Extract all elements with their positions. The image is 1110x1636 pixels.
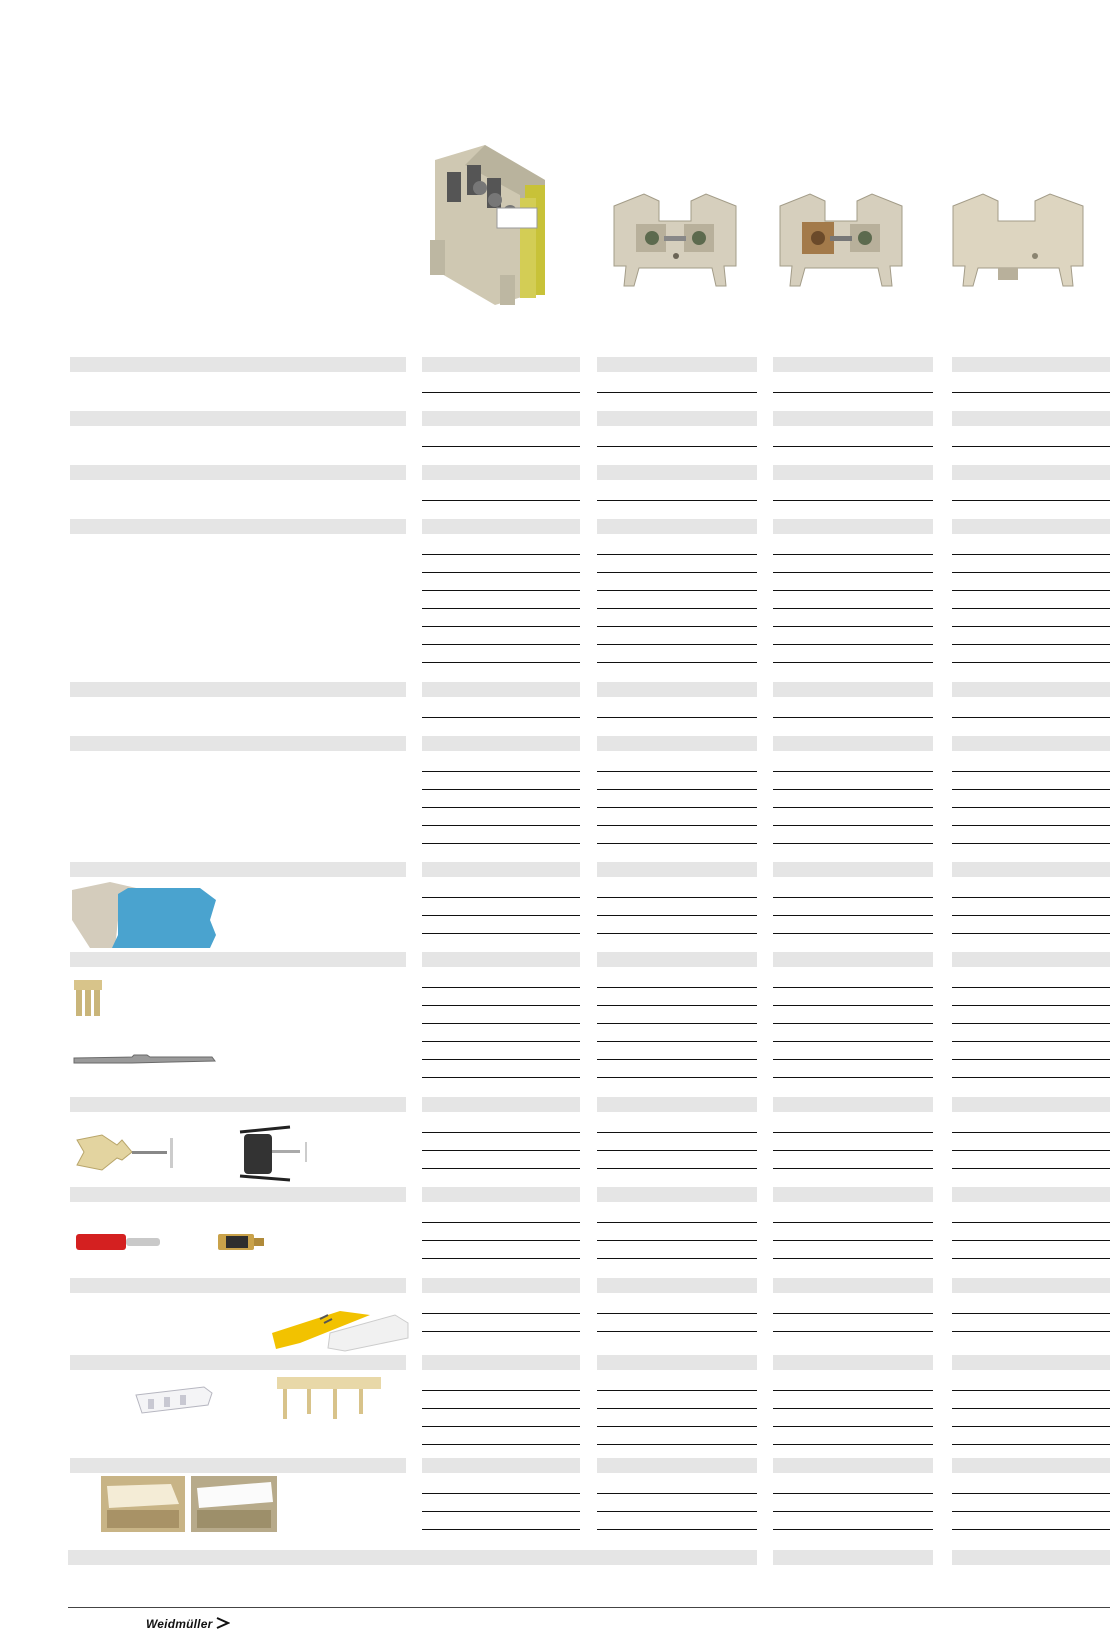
section-3-terminal-feed-through-b-band [773, 465, 933, 480]
section-6-terminal-multi-tier-pe-band [422, 736, 580, 751]
section-test-plugs-terminal-feed-through-a-band [597, 1187, 757, 1202]
section-4-terminal-feed-through-b-band [773, 519, 933, 534]
table-row-rule [422, 1493, 580, 1494]
table-row-rule [952, 1222, 1110, 1223]
table-row-rule [952, 1132, 1110, 1133]
table-row-rule [597, 843, 757, 844]
table-row-rule [422, 1511, 580, 1512]
table-row-rule [597, 554, 757, 555]
table-row-rule [422, 771, 580, 772]
table-row-rule [597, 1493, 757, 1494]
section-2-terminal-feed-through-a-band [597, 411, 757, 426]
table-row-rule [422, 572, 580, 573]
table-row-rule [597, 1132, 757, 1133]
table-row-rule [597, 1059, 757, 1060]
table-row-rule [597, 825, 757, 826]
table-row-rule [952, 662, 1110, 663]
table-row-rule [773, 608, 933, 609]
table-row-rule [952, 608, 1110, 609]
table-row-rule [952, 446, 1110, 447]
table-row-rule [952, 1408, 1110, 1409]
section-5-terminal-feed-through-a-band [597, 682, 757, 697]
table-row-rule [597, 1041, 757, 1042]
table-row-rule [773, 1240, 933, 1241]
table-row-rule [422, 1077, 580, 1078]
table-row-rule [773, 1005, 933, 1006]
section-cross-connections-label-band [70, 952, 406, 967]
table-row-rule [952, 717, 1110, 718]
section-markers-terminal-feed-through-a-band [597, 1458, 757, 1473]
section-test-plugs-terminal-feed-through-b-band [773, 1187, 933, 1202]
table-row-rule [597, 1240, 757, 1241]
table-row-rule [773, 1077, 933, 1078]
table-row-rule [952, 500, 1110, 501]
section-marker-carriers-label-band [70, 1278, 406, 1293]
table-row-rule [952, 1059, 1110, 1060]
table-row-rule [952, 1077, 1110, 1078]
section-partitions-terminal-disconnect-band [952, 1355, 1110, 1370]
table-row-rule [422, 662, 580, 663]
table-row-rule [773, 1258, 933, 1259]
table-row-rule [773, 1132, 933, 1133]
table-row-rule [952, 987, 1110, 988]
table-row-rule [422, 392, 580, 393]
table-row-rule [422, 915, 580, 916]
section-6-label-band [70, 736, 406, 751]
table-row-rule [597, 771, 757, 772]
section-4-terminal-disconnect-band [952, 519, 1110, 534]
table-row-rule [597, 1150, 757, 1151]
table-row-rule [773, 1444, 933, 1445]
section-marker-carriers-terminal-multi-tier-pe-band [422, 1278, 580, 1293]
cross-connection-image [72, 978, 112, 1018]
table-row-rule [422, 1408, 580, 1409]
table-row-rule [952, 825, 1110, 826]
table-row-rule [952, 1426, 1110, 1427]
marker-carrier-image [270, 1303, 410, 1353]
section-partitions-terminal-feed-through-a-band [597, 1355, 757, 1370]
brand-logo-text: Weidmüller [146, 1617, 213, 1631]
section-5-terminal-multi-tier-pe-band [422, 682, 580, 697]
table-row-rule [597, 662, 757, 663]
section-5-terminal-disconnect-band [952, 682, 1110, 697]
table-row-rule [952, 1511, 1110, 1512]
table-row-rule [422, 1390, 580, 1391]
table-row-rule [422, 1313, 580, 1314]
table-row-rule [422, 1258, 580, 1259]
table-row-rule [952, 644, 1110, 645]
table-row-rule [773, 1493, 933, 1494]
table-row-rule [597, 626, 757, 627]
table-row-rule [597, 1390, 757, 1391]
table-row-rule [597, 915, 757, 916]
section-1-terminal-multi-tier-pe-band [422, 357, 580, 372]
table-row-rule [422, 717, 580, 718]
table-row-rule [773, 1426, 933, 1427]
section-1-terminal-feed-through-a-band [597, 357, 757, 372]
table-row-rule [773, 897, 933, 898]
table-row-rule [952, 1150, 1110, 1151]
table-row-rule [597, 1426, 757, 1427]
table-row-rule [597, 392, 757, 393]
table-row-rule [952, 1240, 1110, 1241]
section-test-adapters-terminal-multi-tier-pe-band [422, 1097, 580, 1112]
table-row-rule [952, 1258, 1110, 1259]
footer-band-1 [773, 1550, 933, 1565]
section-markers-terminal-disconnect-band [952, 1458, 1110, 1473]
section-4-terminal-multi-tier-pe-band [422, 519, 580, 534]
table-row-rule [422, 644, 580, 645]
section-3-label-band [70, 465, 406, 480]
table-row-rule [422, 554, 580, 555]
table-row-rule [773, 1168, 933, 1169]
table-row-rule [597, 717, 757, 718]
section-partitions-terminal-feed-through-b-band [773, 1355, 933, 1370]
section-markers-terminal-multi-tier-pe-band [422, 1458, 580, 1473]
table-row-rule [773, 717, 933, 718]
table-row-rule [422, 825, 580, 826]
table-row-rule [597, 933, 757, 934]
table-row-rule [952, 897, 1110, 898]
table-row-rule [773, 807, 933, 808]
section-1-terminal-disconnect-band [952, 357, 1110, 372]
section-cross-connections-terminal-feed-through-a-band [597, 952, 757, 967]
table-row-rule [773, 1529, 933, 1530]
section-cross-connections-terminal-multi-tier-pe-band [422, 952, 580, 967]
table-row-rule [597, 897, 757, 898]
section-cross-connections-terminal-feed-through-b-band [773, 952, 933, 967]
table-row-rule [597, 608, 757, 609]
table-row-rule [597, 1258, 757, 1259]
section-6-terminal-disconnect-band [952, 736, 1110, 751]
table-row-rule [597, 1005, 757, 1006]
section-marker-carriers-terminal-disconnect-band [952, 1278, 1110, 1293]
table-row-rule [773, 1408, 933, 1409]
table-row-rule [597, 1168, 757, 1169]
partition-image-a [134, 1385, 214, 1415]
table-row-rule [773, 843, 933, 844]
table-row-rule [773, 500, 933, 501]
table-row-rule [773, 771, 933, 772]
table-row-rule [952, 789, 1110, 790]
table-row-rule [773, 554, 933, 555]
cross-connector-bar-image [72, 1053, 217, 1067]
table-row-rule [773, 987, 933, 988]
table-row-rule [952, 1005, 1110, 1006]
table-row-rule [952, 915, 1110, 916]
table-row-rule [422, 1529, 580, 1530]
table-row-rule [952, 843, 1110, 844]
section-test-adapters-terminal-feed-through-a-band [597, 1097, 757, 1112]
section-marker-carriers-terminal-feed-through-a-band [597, 1278, 757, 1293]
product-image-terminal-pe [425, 140, 570, 310]
table-row-rule [773, 1390, 933, 1391]
table-row-rule [952, 392, 1110, 393]
table-row-rule [422, 1240, 580, 1241]
section-end-plate-terminal-feed-through-b-band [773, 862, 933, 877]
table-row-rule [773, 1041, 933, 1042]
table-row-rule [422, 446, 580, 447]
table-row-rule [597, 572, 757, 573]
table-row-rule [422, 590, 580, 591]
table-row-rule [952, 807, 1110, 808]
section-markers-label-band [70, 1458, 406, 1473]
table-row-rule [773, 572, 933, 573]
table-row-rule [773, 825, 933, 826]
section-test-plugs-terminal-multi-tier-pe-band [422, 1187, 580, 1202]
table-row-rule [597, 1529, 757, 1530]
table-row-rule [422, 1444, 580, 1445]
table-row-rule [422, 1041, 580, 1042]
table-row-rule [952, 1313, 1110, 1314]
section-end-plate-label-band [70, 862, 406, 877]
marker-strip-image-a [101, 1476, 185, 1532]
table-row-rule [597, 1222, 757, 1223]
partition-image-b [275, 1373, 385, 1423]
footer-rule [68, 1607, 1110, 1608]
footer-band-0 [68, 1550, 757, 1565]
table-row-rule [773, 1511, 933, 1512]
table-row-rule [422, 843, 580, 844]
table-row-rule [422, 1132, 580, 1133]
section-test-adapters-terminal-disconnect-band [952, 1097, 1110, 1112]
table-row-rule [597, 590, 757, 591]
section-5-terminal-feed-through-b-band [773, 682, 933, 697]
section-test-adapters-label-band [70, 1097, 406, 1112]
table-row-rule [597, 1313, 757, 1314]
table-row-rule [422, 1059, 580, 1060]
table-row-rule [422, 1150, 580, 1151]
table-row-rule [422, 1168, 580, 1169]
table-row-rule [773, 1023, 933, 1024]
table-row-rule [597, 1331, 757, 1332]
test-adapter-image-a [72, 1130, 182, 1175]
table-row-rule [422, 500, 580, 501]
section-2-terminal-feed-through-b-band [773, 411, 933, 426]
section-test-adapters-terminal-feed-through-b-band [773, 1097, 933, 1112]
table-row-rule [597, 446, 757, 447]
table-row-rule [597, 789, 757, 790]
table-row-rule [597, 1408, 757, 1409]
section-1-terminal-feed-through-b-band [773, 357, 933, 372]
table-row-rule [422, 1222, 580, 1223]
table-row-rule [773, 662, 933, 663]
section-6-terminal-feed-through-a-band [597, 736, 757, 751]
table-row-rule [773, 915, 933, 916]
table-row-rule [422, 1331, 580, 1332]
table-row-rule [422, 789, 580, 790]
section-4-terminal-feed-through-a-band [597, 519, 757, 534]
table-row-rule [952, 590, 1110, 591]
table-row-rule [952, 1168, 1110, 1169]
section-test-plugs-label-band [70, 1187, 406, 1202]
table-row-rule [773, 1331, 933, 1332]
table-row-rule [773, 1313, 933, 1314]
section-1-label-band [70, 357, 406, 372]
section-3-terminal-feed-through-a-band [597, 465, 757, 480]
table-row-rule [597, 1077, 757, 1078]
table-row-rule [952, 1529, 1110, 1530]
table-row-rule [773, 1222, 933, 1223]
end-plate-image [70, 880, 220, 950]
table-row-rule [952, 1041, 1110, 1042]
marker-strip-image-b [191, 1476, 277, 1532]
table-row-rule [773, 446, 933, 447]
table-row-rule [422, 626, 580, 627]
section-end-plate-terminal-multi-tier-pe-band [422, 862, 580, 877]
section-2-label-band [70, 411, 406, 426]
table-row-rule [597, 1023, 757, 1024]
table-row-rule [773, 789, 933, 790]
section-5-label-band [70, 682, 406, 697]
table-row-rule [597, 644, 757, 645]
table-row-rule [422, 807, 580, 808]
table-row-rule [952, 626, 1110, 627]
section-end-plate-terminal-feed-through-a-band [597, 862, 757, 877]
section-6-terminal-feed-through-b-band [773, 736, 933, 751]
table-row-rule [773, 626, 933, 627]
table-row-rule [597, 807, 757, 808]
table-row-rule [773, 1059, 933, 1060]
table-row-rule [597, 1444, 757, 1445]
table-row-rule [597, 1511, 757, 1512]
table-row-rule [952, 1331, 1110, 1332]
section-2-terminal-multi-tier-pe-band [422, 411, 580, 426]
table-row-rule [597, 987, 757, 988]
table-row-rule [773, 1150, 933, 1151]
table-row-rule [422, 897, 580, 898]
table-row-rule [952, 771, 1110, 772]
table-row-rule [952, 554, 1110, 555]
table-row-rule [952, 572, 1110, 573]
footer-band-2 [952, 1550, 1110, 1565]
section-2-terminal-disconnect-band [952, 411, 1110, 426]
section-4-label-band [70, 519, 406, 534]
brand-logo-mark [216, 1616, 230, 1634]
table-row-rule [952, 1493, 1110, 1494]
section-marker-carriers-terminal-feed-through-b-band [773, 1278, 933, 1293]
test-adapter-image-b [230, 1122, 320, 1184]
table-row-rule [422, 987, 580, 988]
product-image-terminal-c [943, 186, 1110, 306]
section-partitions-label-band [70, 1355, 406, 1370]
table-row-rule [422, 608, 580, 609]
table-row-rule [952, 1023, 1110, 1024]
table-row-rule [422, 1426, 580, 1427]
table-row-rule [422, 1005, 580, 1006]
table-row-rule [773, 590, 933, 591]
table-row-rule [773, 644, 933, 645]
table-row-rule [773, 392, 933, 393]
table-row-rule [952, 1390, 1110, 1391]
section-3-terminal-disconnect-band [952, 465, 1110, 480]
table-row-rule [422, 933, 580, 934]
section-test-plugs-terminal-disconnect-band [952, 1187, 1110, 1202]
section-end-plate-terminal-disconnect-band [952, 862, 1110, 877]
section-markers-terminal-feed-through-b-band [773, 1458, 933, 1473]
product-image-terminal-a [604, 186, 746, 306]
section-cross-connections-terminal-disconnect-band [952, 952, 1110, 967]
test-plug-red-image [74, 1230, 164, 1254]
table-row-rule [773, 933, 933, 934]
table-row-rule [952, 933, 1110, 934]
test-plug-brass-image [214, 1230, 268, 1254]
table-row-rule [952, 1444, 1110, 1445]
table-row-rule [597, 500, 757, 501]
product-image-terminal-b [770, 186, 912, 306]
section-3-terminal-multi-tier-pe-band [422, 465, 580, 480]
table-row-rule [422, 1023, 580, 1024]
section-partitions-terminal-multi-tier-pe-band [422, 1355, 580, 1370]
